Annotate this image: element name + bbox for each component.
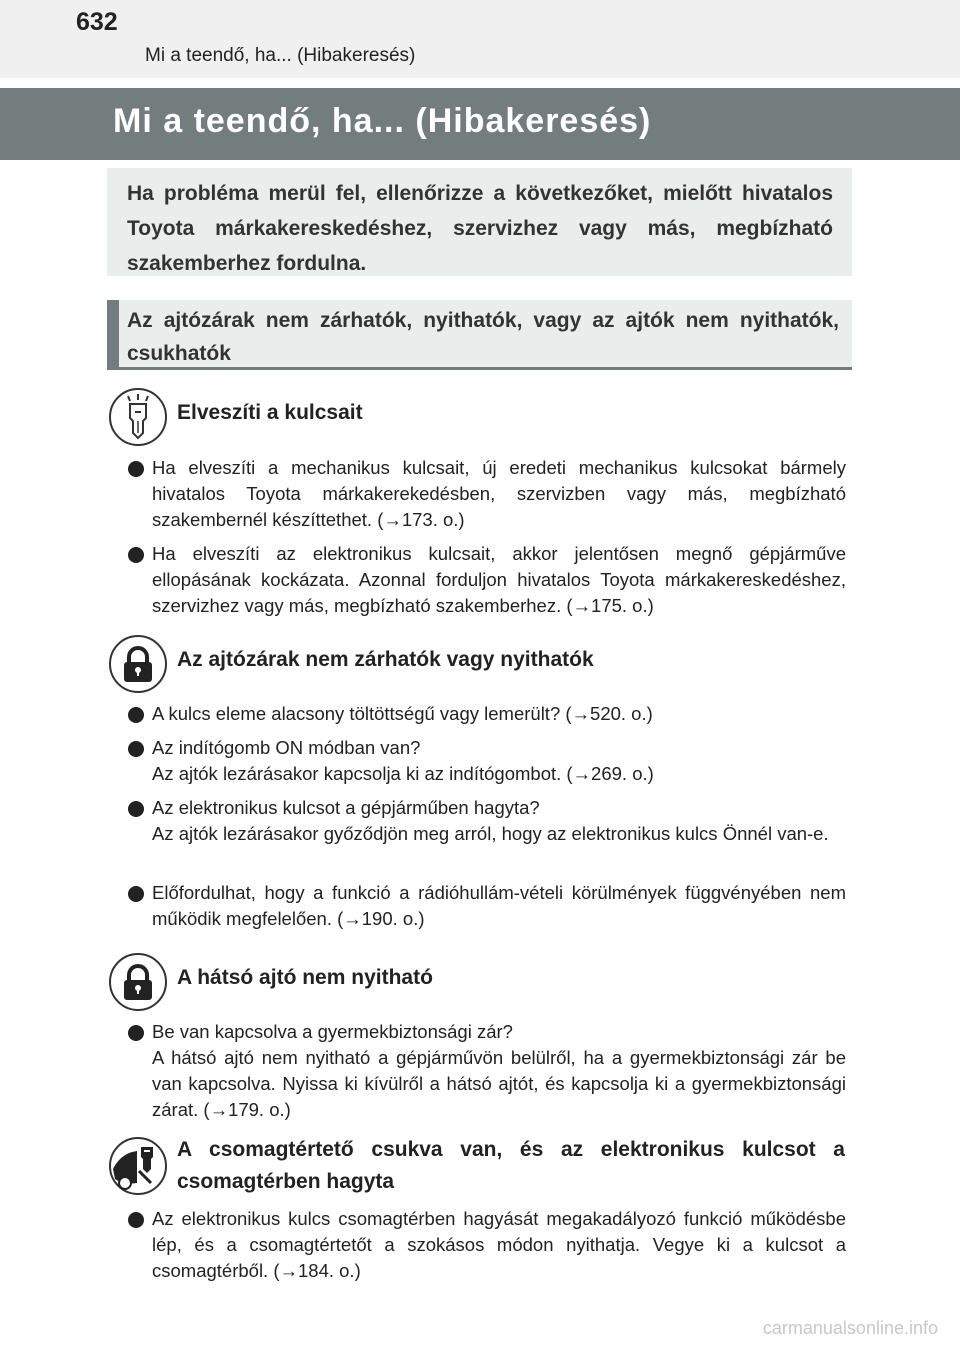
bullet-dot (128, 707, 144, 723)
bullet-dot (128, 886, 144, 902)
bullet-dot (128, 801, 144, 817)
list-item-text: Az elektronikus kulcs csomagtérben hagyását megakadályozó funkció működésbe lép, és a csomagtértetőt a szokásos módon nyithatja. Vegye ki a kulcsot a csomagtérből. (→184. o.) (152, 1208, 846, 1281)
watermark: carmanualsonline.info (762, 1318, 938, 1338)
list-item-text: Be van kapcsolva a gyermekbiztonsági zár? (152, 1021, 513, 1042)
list-item-text: A kulcs eleme alacsony töltöttségű vagy lemerült? (→520. o.) (152, 703, 653, 724)
page-number: 632 (76, 8, 118, 36)
bullet-dot (128, 461, 144, 477)
intro-box (107, 168, 852, 276)
list-item (152, 701, 846, 727)
list-item (152, 880, 846, 932)
title-band (0, 88, 960, 160)
list-item (152, 541, 846, 619)
block-heading: Az ajtózárak nem zárhatók vagy nyithatók (177, 648, 594, 671)
key-icon (109, 388, 167, 446)
intro-text: Ha probléma merül fel, ellenőrizze a következőket, mielőtt hivatalos Toyota márkakereskedéshez, szervizhez vagy más, megbízható szakemberhez fordulna. (127, 182, 833, 275)
list-item-text: Az indítógomb ON módban van? (152, 737, 421, 758)
list-item-text: Az ajtók lezárásakor kapcsolja ki az indítógombot. (→269. o.) (152, 763, 654, 784)
list-item-text: Az ajtók lezárásakor győződjön meg arról, hogy az elektronikus kulcs Önnél van-e. (152, 823, 829, 844)
section-accent-bar (107, 300, 119, 367)
list-item-text: Ha elveszíti az elektronikus kulcsait, akkor jelentősen megnő gépjárműve ellopásának kockázata. Azonnal forduljon hivatalos Toyota márkakereskedéshez, szervizhez vagy más, megbízható szakemberhez. (→175. o.) (152, 543, 846, 616)
list-item (152, 455, 846, 533)
list-item-text: Ha elveszíti a mechanikus kulcsait, új eredeti mechanikus kulcsokat bármely hivatalos Toyota márkakerekedésben, szervizben vagy más, megbízható szakembernél készíttethet. (→173. o.) (152, 457, 846, 530)
running-head: Mi a teendő, ha... (Hibakeresés) (145, 45, 416, 66)
padlock-icon (109, 635, 167, 693)
section-heading-box (107, 300, 852, 370)
bullet-dot (128, 1025, 144, 1041)
list-item (152, 795, 846, 847)
bullet-dot (128, 741, 144, 757)
list-item-text: Előfordulhat, hogy a funkció a rádióhullám-vételi körülmények függvényében nem működik megfelelően. (→190. o.) (152, 882, 846, 929)
block-heading: Elveszíti a kulcsait (177, 401, 363, 424)
section-title: Az ajtózárak nem zárhatók, nyithatók, vagy az ajtók nem nyithatók, csukhatók (127, 309, 839, 365)
list-item-text: A hátsó ajtó nem nyitható a gépjárművön belülről, ha a gyermekbiztonsági zár be van kapcsolva. Nyissa ki kívülről a hátsó ajtót, és kapcsolja ki a gyermekbiztonsági zárat. (→179. o.) (152, 1047, 846, 1120)
block-heading: A hátsó ajtó nem nyitható (177, 966, 433, 989)
list-item-text: Az elektronikus kulcsot a gépjárműben hagyta? (152, 797, 540, 818)
list-item (152, 1019, 846, 1123)
page-title: Mi a teendő, ha... (Hibakeresés) (113, 102, 652, 140)
trunk-key-icon (109, 1137, 167, 1195)
bullet-dot (128, 547, 144, 563)
bullet-dot (128, 1212, 144, 1228)
list-item (152, 735, 846, 787)
list-item (152, 1206, 846, 1284)
page-header (0, 0, 960, 78)
padlock-icon (109, 953, 167, 1011)
block-heading: A csomagtértető csukva van, és az elektronikus kulcsot a csomagtérben hagyta (177, 1138, 845, 1193)
